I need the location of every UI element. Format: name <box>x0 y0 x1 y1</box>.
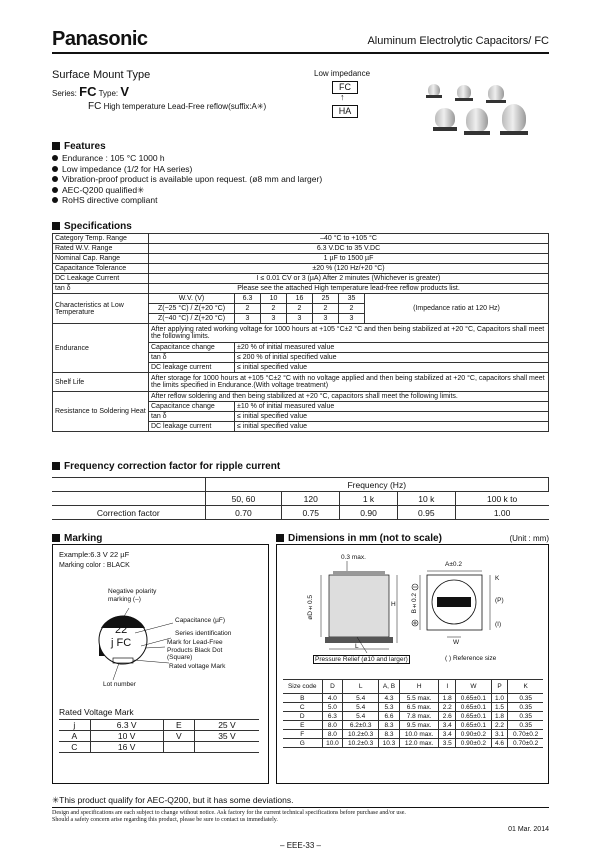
disclaimer-1: Design and specifications are each subject to change without notice. Ask factory for the current technical specifications before purchase and/or use. <box>52 810 406 816</box>
feature-item: Low impedance (1/2 for HA series) <box>52 164 322 175</box>
series-line: Series: FC Type: V <box>52 84 130 99</box>
product-subtitle: FC High temperature Lead-Free reflow(suffix:A✳) <box>88 101 267 112</box>
leadfree-mark-label: Mark for Lead-Free Products Black Dot (Square) <box>167 639 223 661</box>
series-box-ha: HA <box>332 105 358 118</box>
dim-a: A±0.2 <box>445 561 462 568</box>
dim-p: (P) <box>495 597 504 604</box>
dim-b: B±0.2 <box>411 593 418 614</box>
dim-k: K <box>495 575 500 582</box>
marking-box <box>52 544 269 784</box>
pressure-relief-label: Pressure Relief (ø10 and larger) <box>315 656 408 663</box>
dim-h: H <box>391 601 396 608</box>
marking-color: Marking color : BLACK <box>59 562 130 569</box>
cap-value: 22 <box>115 624 128 636</box>
dimensions-box <box>276 544 549 784</box>
rv-table: j 6.3 V E 25 V A 10 V V 35 V C 16 V <box>59 719 259 753</box>
feature-item: Vibration-proof product is available upon request. (ø8 mm and larger) <box>52 174 322 185</box>
low-impedance-label: Low impedance <box>314 69 371 78</box>
freq-table: Frequency (Hz) 50, 60 120 1 k 10 k 100 k to Correction factor 0.70 0.75 0.90 0.95 1.00 <box>52 477 549 520</box>
rv-heading: Rated Voltage Mark <box>59 707 134 717</box>
footer-divider <box>52 807 549 808</box>
marking-example: Example:6.3 V 22 µF <box>59 550 130 559</box>
series-id-label: Series identification <box>175 630 232 637</box>
arrow-up-icon: ↑ <box>340 92 345 102</box>
product-type: Surface Mount Type <box>52 69 151 81</box>
feature-item: RoHS directive compliant <box>52 195 322 206</box>
dimensions-table: Size code D L A, B H I W P K B 4.0 5.4 4.3 5.5 max. 1.8 0.65±0.1 1.0 0.35 C 5.0 5.4 5.3 6.5 max. 2.2 0.65±0.1 1.5 0.35 D 6.3 5.4 6.6 7.8 max. 2.6 0.65±0.1 1.8 0.35 E 8.0 6.2±0.3 8.3 9.5 max. 3.4 0.65±0.1 2.2 0.35 F 8.0 10.2±0.3 8.3 10.0 max. 3.4 0.90±0.2 3.1 0.70±0.2 G 10.0 10.2±0.3 10.3 12.0 max. 3.5 0.90±0.2 4.6 0.70±0.2 <box>283 679 543 748</box>
dim-l: L <box>355 643 359 650</box>
rated-voltage-label: Rated voltage Mark <box>169 663 226 670</box>
type-name: V <box>120 84 130 99</box>
lot-number-label: Lot number <box>103 681 136 688</box>
feature-item: Endurance : 105 °C 1000 h <box>52 153 322 164</box>
dim-w: W <box>453 639 460 646</box>
dim-d: øD±0.5 <box>307 595 314 620</box>
brand-logo: Panasonic <box>52 28 148 50</box>
cap-label: Capacitance (µF) <box>175 617 225 624</box>
header-divider <box>52 52 549 54</box>
marking-heading: Marking <box>52 533 102 544</box>
footnote: ✳This product qualify for AEC-Q200, but it has some deviations. <box>52 795 294 805</box>
disclaimer-2: Should a safety concern arise regarding this product, please be sure to contact us immediately. <box>52 817 278 823</box>
dim-03max: 0.3 max. <box>341 554 366 561</box>
specs-heading: Specifications <box>52 221 132 232</box>
reference-size-label: ( ) Reference size <box>445 655 497 662</box>
series-name: FC <box>79 84 97 99</box>
dimensions-heading: Dimensions in mm (not to scale) <box>276 533 442 544</box>
feature-item: AEC-Q200 qualified✳ <box>52 185 322 196</box>
doc-date: 01 Mar. 2014 <box>508 826 549 833</box>
series-box-fc: FC <box>332 81 358 94</box>
page-number: – EEE-33 – <box>280 841 321 850</box>
document-title: Aluminum Electrolytic Capacitors/ FC <box>367 35 549 47</box>
features-list <box>52 153 322 206</box>
specs-table: Category Temp. Range –40 °C to +105 °C Rated W.V. Range 6.3 V.DC to 35 V.DC Nominal Cap. Range 1 µF to 1500 µF Capacitance Tolerance ±20 % (120 Hz/+20 °C) DC Leakage Current I ≤ 0.01 CV or 3 (µA) After 2 minutes (Whichever is greater) tan δ Please see the attached High temperature lead-free reflow products list. Characteristics at Low Temperature W.V. (V) 6.3 10 16 25 35 (Impedance ratio at 120 Hz) Z(−25 °C) / Z(+20 °C) 2 2 2 2 2 Z(−40 °C) / Z(+20 °C) 3 3 3 3 3 Endurance After applying rated working voltage for 1000 hours at +105 °C±2 °C and then being stabilized at +20 °C, Capacitors shall meet the following limits. Capacitance change ±20 % of initial measured value tan δ ≤ 200 % of initial specified value DC leakage current ≤ initial specified value Shelf Life After storage for 1000 hours at +105 °C±2 °C with no voltage applied and then being stabilized at +20 °C, capacitors shall meet the limits specified in Endurance.(With voltage treatment) Resistance to Soldering Heat After reflow soldering and then being stabilized at +20 °C, capacitors shall meet the following limits. Capacitance change ±10 % of initial measured value tan δ ≤ initial specified value DC leakage current ≤ initial specified value <box>52 233 549 432</box>
dim-i: (I) <box>495 621 502 628</box>
features-heading: Features <box>52 141 106 152</box>
neg-polarity-label: Negative polarity marking (–) <box>108 588 157 603</box>
freq-heading: Frequency correction factor for ripple current <box>52 461 280 472</box>
unit-label: (Unit : mm) <box>509 534 549 543</box>
series-mark: j FC <box>111 637 132 649</box>
